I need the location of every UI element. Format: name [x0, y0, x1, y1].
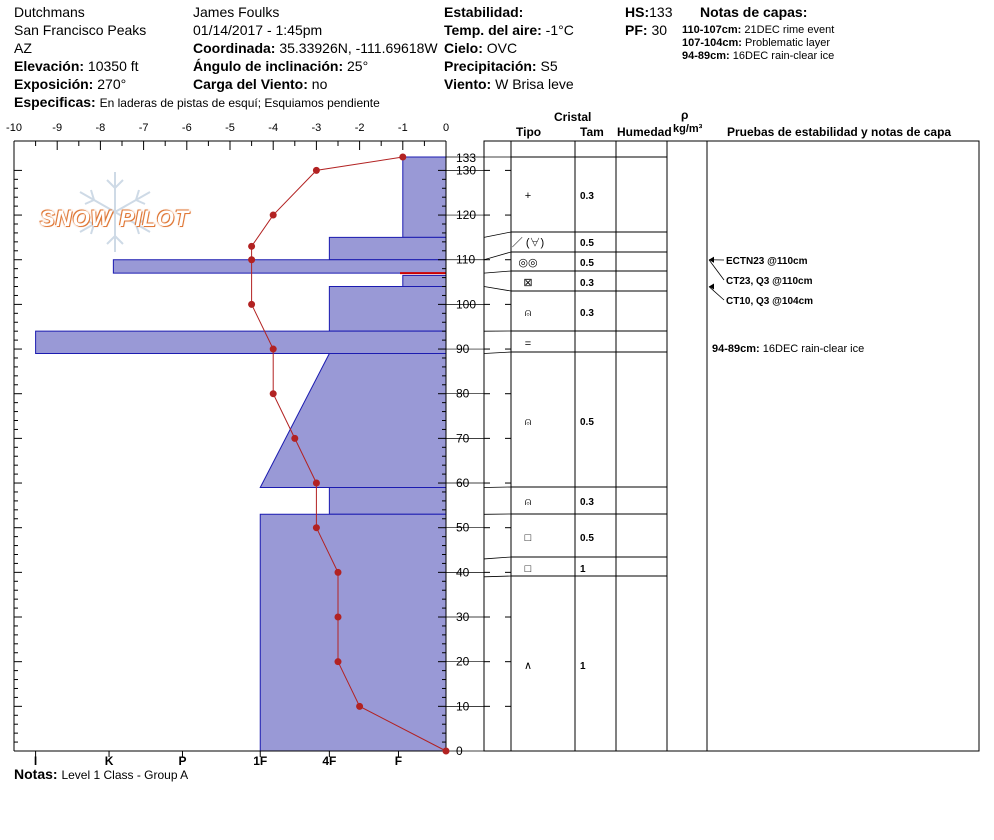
layer-note-range: 94-89cm: — [682, 50, 730, 62]
elevation-value: 10350 ft — [87, 58, 139, 74]
grain-size: 0.3 — [580, 308, 594, 319]
grain-type-symbol: + — [524, 190, 532, 202]
depth-tick-label: 80 — [456, 386, 470, 401]
grain-size: 0.3 — [580, 278, 594, 289]
mountain-range: San Francisco Peaks — [14, 22, 147, 38]
hardness-segment — [403, 157, 446, 237]
grain-type-symbol: □ — [524, 563, 532, 575]
grain-size: 0.5 — [580, 417, 594, 428]
depth-tick-label: 60 — [456, 476, 470, 491]
notes — [14, 766, 188, 782]
grain-size: 0.5 — [580, 238, 594, 249]
grain-type-symbol: ∧ — [523, 660, 533, 672]
grain-type-symbol: ⍝ — [524, 496, 532, 508]
wind-load-value: no — [311, 76, 328, 92]
temperature-point — [443, 748, 450, 755]
aspect-value: 270° — [97, 76, 127, 92]
sky-value: OVC — [486, 40, 518, 56]
grain-size: 0.5 — [580, 258, 594, 269]
hardness-tick-label: F — [394, 754, 403, 768]
layer-notes-title: Notas de capas: — [700, 4, 808, 20]
depth-tick-label: 90 — [456, 342, 470, 357]
elevation-label: Elevación: — [14, 58, 85, 74]
hardness-segment — [260, 514, 446, 751]
air-temp-label: Temp. del aire: — [444, 22, 542, 38]
layer-note-range: 107-104cm: — [682, 37, 742, 49]
pf-value: 30 — [651, 22, 668, 38]
grain-type-symbol: ⍝ — [524, 307, 532, 319]
depth-tick-label: 120 — [456, 208, 477, 223]
notes-value: Level 1 Class - Group A — [61, 768, 189, 782]
depth-tick-label: 10 — [456, 699, 470, 714]
notes-label: Notas: — [14, 766, 58, 782]
layer-note-text: 21DEC rime event — [744, 24, 835, 36]
snowpilot-logo: SNOW PILOT — [40, 206, 190, 231]
grain-size: 1 — [580, 661, 586, 672]
depth-tick-label: 130 — [456, 163, 477, 178]
temperature-point — [248, 243, 255, 250]
hs-label: HS: — [625, 4, 650, 20]
date-time: 01/14/2017 - 1:45pm — [193, 22, 323, 38]
crystal-header: Cristal — [554, 110, 592, 124]
temperature-point — [270, 346, 277, 353]
density-symbol: ρ — [681, 108, 689, 122]
slope-value: 25° — [347, 58, 369, 74]
temp-tick-label: -2 — [354, 122, 365, 134]
state: AZ — [14, 40, 32, 56]
sky-label: Cielo: — [444, 40, 483, 56]
coord-value: 35.33926N, -111.69618W — [279, 40, 438, 56]
slope-label: Ángulo de inclinación: — [193, 58, 344, 74]
grain-type-symbol: ◎◎ — [518, 257, 538, 269]
depth-tick-label: 133 — [456, 151, 477, 165]
temp-tick-label: -4 — [268, 122, 279, 134]
temperature-point — [356, 703, 363, 710]
layer-connector — [484, 252, 511, 260]
type-header: Tipo — [516, 125, 542, 139]
depth-tick-label: 40 — [456, 565, 470, 580]
depth-tick-label: 20 — [456, 654, 470, 669]
depth-tick-label: 70 — [456, 431, 470, 446]
layer-note-text: Problematic layer — [745, 37, 830, 49]
temperature-point — [270, 390, 277, 397]
temperature-point — [335, 658, 342, 665]
temperature-point — [291, 435, 298, 442]
hardness-tick-label: I — [33, 754, 38, 768]
stability-label: Estabilidad: — [444, 4, 524, 20]
table-layer-note-range: 94-89cm: — [712, 343, 763, 355]
temp-tick-label: 0 — [442, 122, 450, 134]
temperature-point — [270, 212, 277, 219]
grain-size: 0.3 — [580, 191, 594, 202]
temperature-point — [313, 480, 320, 487]
layer-connector — [484, 557, 511, 559]
hardness-segment — [403, 275, 446, 286]
temperature-point — [335, 614, 342, 621]
grain-type-symbol: ⍝ — [524, 416, 532, 428]
density-unit: kg/m³ — [673, 123, 703, 135]
table-layer-note-text: 16DEC rain-clear ice — [762, 343, 865, 355]
aspect-label: Exposición: — [14, 76, 94, 92]
temp-tick-label: -10 — [6, 122, 22, 134]
hardness-tick-label: 4F — [322, 754, 337, 768]
coord-label: Coordinada: — [193, 40, 276, 56]
stability-test: ECTN23 @110cm — [726, 256, 808, 267]
precip-value: S5 — [540, 58, 558, 74]
hardness-segment — [329, 487, 446, 514]
specifics-label: Especificas: — [14, 94, 96, 110]
arrow-head-icon — [709, 257, 714, 263]
grain-type-symbol: = — [524, 338, 532, 350]
stability-test-arrow — [709, 287, 724, 300]
layer-connector — [484, 232, 511, 237]
air-temp-value: -1°C — [545, 22, 574, 38]
grain-size: 1 — [580, 564, 586, 575]
temp-tick-label: -7 — [138, 122, 149, 134]
depth-tick-label: 110 — [456, 252, 476, 267]
precip-label: Precipitación: — [444, 58, 537, 74]
temperature-point — [313, 524, 320, 531]
temp-tick-label: -9 — [52, 122, 63, 134]
grain-type-symbol: □ — [524, 532, 532, 544]
depth-tick-label: 0 — [456, 744, 463, 758]
temp-tick-label: -3 — [311, 122, 322, 134]
grain-type-symbol: ⊠ — [523, 277, 533, 289]
temperature-point — [313, 167, 320, 174]
temperature-point — [248, 301, 255, 308]
temperature-point — [335, 569, 342, 576]
temp-tick-label: -6 — [181, 122, 192, 134]
stability-test-arrow — [709, 260, 724, 280]
moisture-header: Humedad — [617, 125, 672, 139]
hardness-tick-label: K — [104, 754, 114, 768]
tests-header: Pruebas de estabilidad y notas de capa — [727, 125, 952, 139]
pf-label: PF: — [625, 22, 648, 38]
layer-connector — [484, 271, 511, 273]
layer-note-text: 16DEC rain-clear ice — [732, 50, 835, 62]
hardness-segment — [329, 237, 446, 259]
hardness-tick-label: 1F — [253, 754, 268, 768]
wind-value: W Brisa leve — [495, 76, 574, 92]
wind-label: Viento: — [444, 76, 492, 92]
observer: James Foulks — [193, 4, 280, 20]
depth-tick-label: 50 — [456, 520, 470, 535]
stability-test: CT23, Q3 @110cm — [726, 276, 813, 287]
grain-size: 0.3 — [580, 497, 594, 508]
grain-type-symbol: ／ (∀) — [511, 237, 545, 249]
size-header: Tam — [580, 125, 604, 139]
layer-connector — [484, 352, 511, 354]
grain-size: 0.5 — [580, 533, 594, 544]
hs-value: 133 — [649, 4, 673, 20]
temp-tick-label: -8 — [95, 122, 106, 134]
temp-tick-label: -1 — [397, 122, 408, 134]
hardness-segment — [329, 287, 446, 332]
specifics-value: En laderas de pistas de esquí; Esquiamos pendiente — [99, 96, 380, 110]
depth-tick-label: 30 — [456, 610, 470, 625]
depth-tick-label: 100 — [456, 297, 477, 312]
temperature-point — [248, 256, 255, 263]
temp-tick-label: -5 — [225, 122, 235, 134]
hardness-segment — [36, 331, 446, 353]
location-name: Dutchmans — [14, 4, 85, 20]
temperature-point — [399, 154, 406, 161]
table-layer-note — [712, 343, 864, 355]
layer-note-range: 110-107cm: — [682, 24, 742, 36]
hardness-tick-label: P — [178, 754, 187, 768]
hardness-segment — [260, 354, 446, 488]
layer-connector — [484, 576, 511, 577]
wind-load-label: Carga del Viento: — [193, 76, 308, 92]
hardness-segment — [113, 260, 446, 273]
stability-test: CT10, Q3 @104cm — [726, 296, 814, 307]
layer-connector — [484, 287, 511, 291]
